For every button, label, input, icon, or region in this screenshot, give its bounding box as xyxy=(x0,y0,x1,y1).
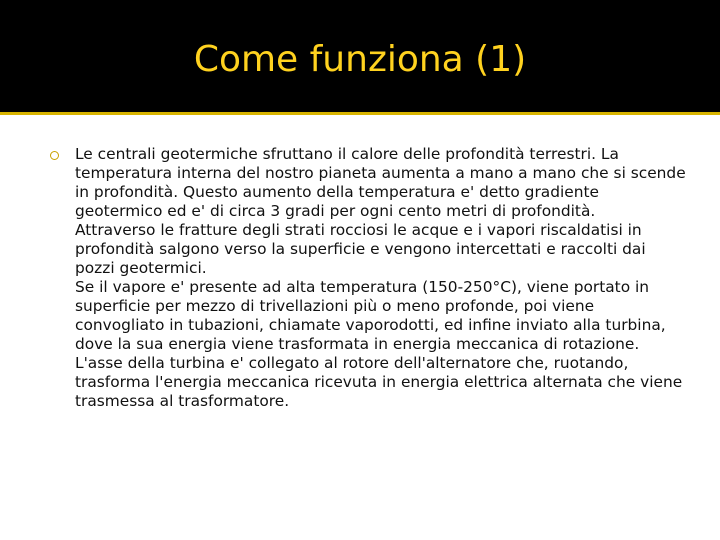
bullet-paragraph-2: Attraverso le fratture degli strati rocciosi le acque e i vapori riscaldatisi in profondità salgono verso la superficie e vengono intercettati e raccolti dai pozzi geotermici. xyxy=(75,221,646,277)
bullet-paragraph-1: Le centrali geotermiche sfruttano il calore delle profondità terrestri. La temperatura interna del nostro pianeta aumenta a mano a mano che si scende in profondità. Questo aumento della temperatura e' detto gradiente geotermico ed e' di circa 3 gradi per ogni cento metri di profondità. xyxy=(75,145,686,220)
hollow-circle-bullet-icon xyxy=(50,151,59,160)
bullet-paragraph-3: Se il vapore e' presente ad alta temperatura (150-250°C), viene portato in superficie per mezzo di trivellazioni più o meno profonde, poi viene convogliato in tubazioni, chiamate vaporodotti, ed infine inviato alla turbina, dove la sua energia viene trasformata in energia meccanica di rotazione. L'asse della turbina e' collegato al rotore dell'alternatore che, ruotando, trasforma l'energia meccanica ricevuta in energia elettrica alternata che viene trasmessa al trasformatore. xyxy=(75,278,683,410)
title-band xyxy=(0,0,720,112)
bullet-item xyxy=(48,145,688,411)
slide-content xyxy=(48,145,688,411)
title-divider xyxy=(0,112,720,115)
slide-title: Come funziona (1) xyxy=(193,39,527,80)
